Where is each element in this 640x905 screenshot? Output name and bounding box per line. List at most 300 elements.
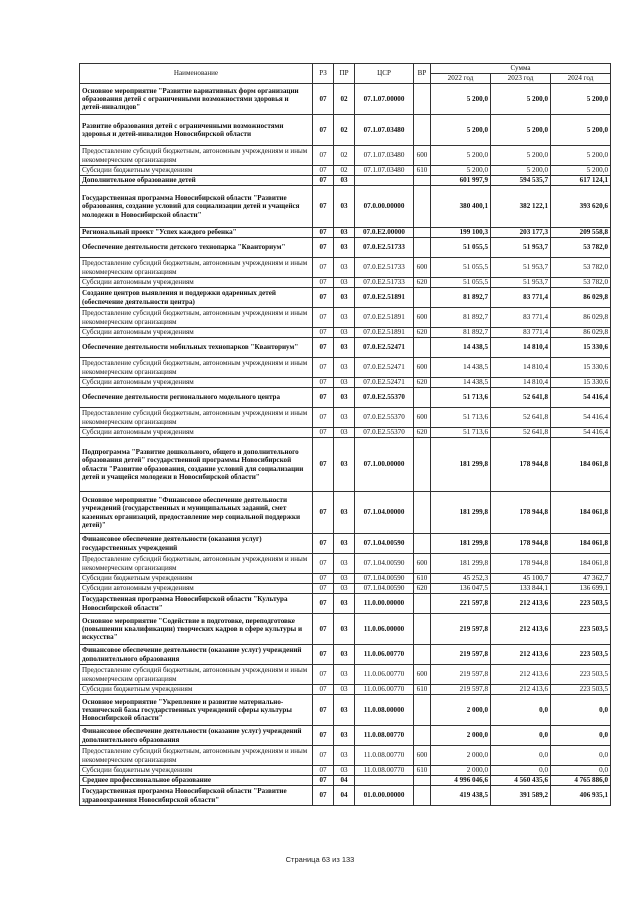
cell-rz: 07 bbox=[313, 408, 334, 428]
cell-name: Предоставление субсидий бюджетным, автономным учреждениям и иным некоммерческим организациям bbox=[80, 146, 313, 166]
cell-2023: 83 771,4 bbox=[491, 328, 551, 338]
cell-2024: 617 124,1 bbox=[551, 176, 611, 186]
cell-2022: 2 000,0 bbox=[431, 746, 491, 766]
cell-pr: 03 bbox=[334, 685, 355, 695]
cell-pr: 03 bbox=[334, 645, 355, 665]
cell-rz: 07 bbox=[313, 358, 334, 378]
table-row bbox=[80, 358, 611, 378]
cell-2023: 83 771,4 bbox=[491, 308, 551, 328]
cell-csr: 07.0.E2.52471 bbox=[355, 358, 414, 378]
cell-2024: 0,0 bbox=[551, 766, 611, 776]
cell-csr bbox=[355, 776, 414, 786]
table-row bbox=[80, 228, 611, 238]
cell-rz: 07 bbox=[313, 288, 334, 308]
cell-2022: 81 892,7 bbox=[431, 308, 491, 328]
table-row bbox=[80, 534, 611, 554]
cell-2022: 219 597,8 bbox=[431, 645, 491, 665]
cell-csr: 11.0.08.00770 bbox=[355, 746, 414, 766]
cell-name: Государственная программа Новосибирской области "Культура Новосибирской области" bbox=[80, 594, 313, 614]
table-row bbox=[80, 428, 611, 438]
cell-pr: 04 bbox=[334, 776, 355, 786]
cell-csr: 11.0.00.00000 bbox=[355, 594, 414, 614]
cell-rz: 07 bbox=[313, 695, 334, 726]
cell-2024: 15 330,6 bbox=[551, 378, 611, 388]
table-body bbox=[80, 84, 611, 806]
cell-rz: 07 bbox=[313, 574, 334, 584]
cell-csr: 11.0.08.00770 bbox=[355, 726, 414, 746]
cell-2023: 5 200,0 bbox=[491, 166, 551, 176]
cell-vr bbox=[414, 695, 431, 726]
table-row bbox=[80, 146, 611, 166]
cell-name: Субсидии бюджетным учреждениям bbox=[80, 685, 313, 695]
cell-rz: 07 bbox=[313, 594, 334, 614]
table-row bbox=[80, 186, 611, 228]
cell-rz: 07 bbox=[313, 378, 334, 388]
cell-pr: 03 bbox=[334, 594, 355, 614]
cell-2022: 51 055,5 bbox=[431, 258, 491, 278]
cell-csr: 07.1.07.00000 bbox=[355, 84, 414, 115]
table-row bbox=[80, 726, 611, 746]
cell-2023: 0,0 bbox=[491, 726, 551, 746]
cell-pr: 03 bbox=[334, 328, 355, 338]
cell-2022: 51 713,6 bbox=[431, 408, 491, 428]
cell-2024: 54 416,4 bbox=[551, 428, 611, 438]
cell-name: Субсидии бюджетным учреждениям bbox=[80, 166, 313, 176]
cell-2023: 5 200,0 bbox=[491, 115, 551, 146]
cell-vr: 600 bbox=[414, 746, 431, 766]
table-row bbox=[80, 166, 611, 176]
cell-rz: 07 bbox=[313, 428, 334, 438]
cell-name: Развитие образования детей с ограниченными возможностями здоровья и детей-инвалидов Новосибирской области bbox=[80, 115, 313, 146]
cell-2022: 4 996 046,6 bbox=[431, 776, 491, 786]
cell-vr: 600 bbox=[414, 358, 431, 378]
cell-name: Основное мероприятие "Финансовое обеспечение деятельности учреждений (государственных и муниципальных заданий, смет казенных организаций, предоставление мер социальной поддержки детей)" bbox=[80, 492, 313, 534]
cell-csr: 07.1.04.00590 bbox=[355, 584, 414, 594]
cell-pr: 02 bbox=[334, 146, 355, 166]
cell-2024: 0,0 bbox=[551, 695, 611, 726]
cell-vr: 610 bbox=[414, 166, 431, 176]
cell-name: Предоставление субсидий бюджетным, автономным учреждениям и иным некоммерческим организациям bbox=[80, 408, 313, 428]
cell-2023: 0,0 bbox=[491, 746, 551, 766]
cell-2024: 184 061,8 bbox=[551, 554, 611, 574]
cell-2022: 219 597,8 bbox=[431, 614, 491, 645]
cell-vr bbox=[414, 645, 431, 665]
header-year-2024: 2024 год bbox=[551, 74, 611, 84]
cell-2023: 51 953,7 bbox=[491, 238, 551, 258]
cell-2024: 5 200,0 bbox=[551, 146, 611, 166]
cell-pr: 03 bbox=[334, 665, 355, 685]
cell-2024: 184 061,8 bbox=[551, 534, 611, 554]
cell-rz: 07 bbox=[313, 776, 334, 786]
cell-vr: 600 bbox=[414, 665, 431, 685]
cell-rz: 07 bbox=[313, 228, 334, 238]
cell-2024: 47 362,7 bbox=[551, 574, 611, 584]
cell-csr: 07.0.E2.00000 bbox=[355, 228, 414, 238]
cell-2022: 5 200,0 bbox=[431, 166, 491, 176]
cell-name: Субсидии бюджетным учреждениям bbox=[80, 766, 313, 776]
cell-rz: 07 bbox=[313, 766, 334, 776]
cell-pr: 03 bbox=[334, 238, 355, 258]
budget-table bbox=[79, 63, 611, 806]
cell-name: Основное мероприятие "Укрепление и развитие материально-технической базы государственных учреждений сферы культуры Новосибирской области" bbox=[80, 695, 313, 726]
header-csr: ЦСР bbox=[355, 64, 414, 84]
cell-name: Обеспечение деятельности мобильных технопарков "Кванториум" bbox=[80, 338, 313, 358]
cell-pr: 03 bbox=[334, 726, 355, 746]
cell-vr: 610 bbox=[414, 685, 431, 695]
cell-csr: 07.1.07.03480 bbox=[355, 115, 414, 146]
cell-csr: 07.0.E2.55370 bbox=[355, 388, 414, 408]
cell-vr bbox=[414, 115, 431, 146]
cell-name: Предоставление субсидий бюджетным, автономным учреждениям и иным некоммерческим организациям bbox=[80, 258, 313, 278]
table-row bbox=[80, 438, 611, 492]
cell-2022: 51 713,6 bbox=[431, 388, 491, 408]
cell-2023: 133 844,1 bbox=[491, 584, 551, 594]
cell-2022: 5 200,0 bbox=[431, 115, 491, 146]
cell-2022: 51 055,5 bbox=[431, 238, 491, 258]
cell-2023: 212 413,6 bbox=[491, 685, 551, 695]
cell-vr bbox=[414, 594, 431, 614]
cell-csr: 07.1.04.00590 bbox=[355, 554, 414, 574]
cell-rz: 07 bbox=[313, 665, 334, 685]
cell-pr: 03 bbox=[334, 554, 355, 574]
cell-2023: 178 944,8 bbox=[491, 492, 551, 534]
table-row bbox=[80, 584, 611, 594]
cell-rz: 07 bbox=[313, 534, 334, 554]
cell-pr: 03 bbox=[334, 614, 355, 645]
table-row bbox=[80, 84, 611, 115]
cell-rz: 07 bbox=[313, 685, 334, 695]
cell-vr bbox=[414, 176, 431, 186]
cell-name: Обеспечение деятельности детского технопарка "Кванториум" bbox=[80, 238, 313, 258]
cell-pr: 03 bbox=[334, 695, 355, 726]
cell-csr: 07.0.E2.55370 bbox=[355, 408, 414, 428]
cell-name: Предоставление субсидий бюджетным, автономным учреждениям и иным некоммерческим организациям bbox=[80, 358, 313, 378]
cell-2024: 5 200,0 bbox=[551, 115, 611, 146]
cell-pr: 03 bbox=[334, 492, 355, 534]
cell-2023: 5 200,0 bbox=[491, 84, 551, 115]
cell-pr: 04 bbox=[334, 786, 355, 806]
cell-name: Основное мероприятие "Развитие вариативных форм организации образования детей с ограниченными возможностями здоровья и детей-инвалидов" bbox=[80, 84, 313, 115]
cell-2024: 86 029,8 bbox=[551, 328, 611, 338]
cell-pr: 03 bbox=[334, 408, 355, 428]
cell-2022: 221 597,8 bbox=[431, 594, 491, 614]
cell-2024: 15 330,6 bbox=[551, 358, 611, 378]
table-row bbox=[80, 378, 611, 388]
cell-2022: 380 400,1 bbox=[431, 186, 491, 228]
cell-2022: 14 438,5 bbox=[431, 338, 491, 358]
cell-2024: 393 620,6 bbox=[551, 186, 611, 228]
table-row bbox=[80, 574, 611, 584]
table-row bbox=[80, 328, 611, 338]
cell-csr: 07.0.E2.55370 bbox=[355, 428, 414, 438]
cell-rz: 07 bbox=[313, 186, 334, 228]
table-row bbox=[80, 258, 611, 278]
cell-2023: 212 413,6 bbox=[491, 614, 551, 645]
cell-name: Субсидии автономным учреждениям bbox=[80, 378, 313, 388]
cell-name: Финансовое обеспечение деятельности (оказание услуг) учреждений дополнительного образования bbox=[80, 645, 313, 665]
cell-name: Подпрограмма "Развитие дошкольного, общего и дополнительного образования детей" государственной программы Новосибирской области "Развитие образования, создание условий для социализации детей и учащейся молодежи в Новосибирской области" bbox=[80, 438, 313, 492]
cell-2023: 14 810,4 bbox=[491, 338, 551, 358]
cell-2024: 223 503,5 bbox=[551, 685, 611, 695]
table-row bbox=[80, 665, 611, 685]
cell-pr: 03 bbox=[334, 308, 355, 328]
cell-name: Субсидии бюджетным учреждениям bbox=[80, 574, 313, 584]
cell-csr: 07.1.07.03480 bbox=[355, 166, 414, 176]
cell-2022: 5 200,0 bbox=[431, 84, 491, 115]
cell-name: Обеспечение деятельности регионального модельного центра bbox=[80, 388, 313, 408]
cell-vr bbox=[414, 228, 431, 238]
cell-pr: 03 bbox=[334, 534, 355, 554]
cell-name: Создание центров выявления и поддержки одаренных детей (обеспечение деятельности центра) bbox=[80, 288, 313, 308]
cell-name: Субсидии автономным учреждениям bbox=[80, 584, 313, 594]
cell-2022: 81 892,7 bbox=[431, 288, 491, 308]
cell-2022: 199 100,3 bbox=[431, 228, 491, 238]
cell-rz: 07 bbox=[313, 308, 334, 328]
cell-csr: 11.0.08.00770 bbox=[355, 766, 414, 776]
cell-name: Субсидии автономным учреждениям bbox=[80, 278, 313, 288]
cell-pr: 03 bbox=[334, 746, 355, 766]
cell-2022: 14 438,5 bbox=[431, 358, 491, 378]
cell-csr: 07.0.E2.52471 bbox=[355, 378, 414, 388]
cell-2024: 209 558,8 bbox=[551, 228, 611, 238]
cell-vr: 620 bbox=[414, 328, 431, 338]
cell-2023: 203 177,3 bbox=[491, 228, 551, 238]
cell-name: Государственная программа Новосибирской области "Развитие образования, создание условий для социализации детей и учащейся молодежи в Новосибирской области" bbox=[80, 186, 313, 228]
cell-pr: 03 bbox=[334, 288, 355, 308]
cell-vr bbox=[414, 492, 431, 534]
cell-2023: 4 560 435,6 bbox=[491, 776, 551, 786]
cell-pr: 03 bbox=[334, 176, 355, 186]
cell-2024: 0,0 bbox=[551, 746, 611, 766]
cell-name: Предоставление субсидий бюджетным, автономным учреждениям и иным некоммерческим организациям bbox=[80, 554, 313, 574]
budget-table-page bbox=[79, 63, 610, 806]
header-year-2023: 2023 год bbox=[491, 74, 551, 84]
cell-vr: 600 bbox=[414, 408, 431, 428]
cell-csr: 07.0.00.00000 bbox=[355, 186, 414, 228]
cell-2022: 219 597,8 bbox=[431, 685, 491, 695]
cell-2024: 0,0 bbox=[551, 726, 611, 746]
cell-2022: 81 892,7 bbox=[431, 328, 491, 338]
cell-rz: 07 bbox=[313, 338, 334, 358]
cell-pr: 03 bbox=[334, 766, 355, 776]
table-row bbox=[80, 645, 611, 665]
cell-2022: 601 997,9 bbox=[431, 176, 491, 186]
cell-csr: 11.0.06.00000 bbox=[355, 614, 414, 645]
cell-2024: 53 782,0 bbox=[551, 258, 611, 278]
cell-2022: 45 252,3 bbox=[431, 574, 491, 584]
cell-2022: 51 713,6 bbox=[431, 428, 491, 438]
cell-rz: 07 bbox=[313, 176, 334, 186]
header-rz: РЗ bbox=[313, 64, 334, 84]
cell-2024: 223 503,5 bbox=[551, 594, 611, 614]
cell-pr: 02 bbox=[334, 84, 355, 115]
cell-2022: 5 200,0 bbox=[431, 146, 491, 166]
cell-2022: 181 299,8 bbox=[431, 492, 491, 534]
table-row bbox=[80, 278, 611, 288]
table-row bbox=[80, 695, 611, 726]
cell-pr: 03 bbox=[334, 186, 355, 228]
page-number: Страница 63 из 133 bbox=[285, 855, 355, 864]
cell-vr: 620 bbox=[414, 428, 431, 438]
cell-2023: 14 810,4 bbox=[491, 358, 551, 378]
cell-name: Региональный проект "Успех каждого ребенка" bbox=[80, 228, 313, 238]
cell-2023: 52 641,8 bbox=[491, 408, 551, 428]
cell-csr: 07.0.E2.51733 bbox=[355, 258, 414, 278]
cell-rz: 07 bbox=[313, 166, 334, 176]
cell-2023: 83 771,4 bbox=[491, 288, 551, 308]
cell-vr bbox=[414, 726, 431, 746]
header-row bbox=[80, 64, 611, 74]
cell-vr bbox=[414, 786, 431, 806]
table-row bbox=[80, 308, 611, 328]
cell-2022: 51 055,5 bbox=[431, 278, 491, 288]
cell-pr: 03 bbox=[334, 278, 355, 288]
header-name: Наименование bbox=[80, 64, 313, 84]
table-row bbox=[80, 115, 611, 146]
cell-rz: 07 bbox=[313, 614, 334, 645]
cell-vr bbox=[414, 84, 431, 115]
cell-2023: 178 944,8 bbox=[491, 534, 551, 554]
cell-name: Среднее профессиональное образование bbox=[80, 776, 313, 786]
table-row bbox=[80, 554, 611, 574]
cell-pr: 03 bbox=[334, 258, 355, 278]
cell-name: Субсидии автономным учреждениям bbox=[80, 328, 313, 338]
cell-2024: 54 416,4 bbox=[551, 388, 611, 408]
cell-2023: 51 953,7 bbox=[491, 278, 551, 288]
cell-rz: 07 bbox=[313, 328, 334, 338]
cell-2024: 184 061,8 bbox=[551, 438, 611, 492]
cell-name: Государственная программа Новосибирской области "Развитие здравоохранения Новосибирской области" bbox=[80, 786, 313, 806]
table-row bbox=[80, 776, 611, 786]
cell-name: Предоставление субсидий бюджетным, автономным учреждениям и иным некоммерческим организациям bbox=[80, 308, 313, 328]
cell-name: Предоставление субсидий бюджетным, автономным учреждениям и иным некоммерческим организациям bbox=[80, 665, 313, 685]
cell-csr: 07.1.04.00590 bbox=[355, 574, 414, 584]
cell-2024: 15 330,6 bbox=[551, 338, 611, 358]
cell-rz: 07 bbox=[313, 278, 334, 288]
cell-2023: 212 413,6 bbox=[491, 665, 551, 685]
cell-vr bbox=[414, 388, 431, 408]
cell-2023: 178 944,8 bbox=[491, 438, 551, 492]
cell-csr: 07.1.04.00590 bbox=[355, 534, 414, 554]
cell-2023: 178 944,8 bbox=[491, 554, 551, 574]
table-row bbox=[80, 685, 611, 695]
cell-rz: 07 bbox=[313, 726, 334, 746]
cell-rz: 07 bbox=[313, 238, 334, 258]
cell-rz: 07 bbox=[313, 492, 334, 534]
cell-rz: 07 bbox=[313, 645, 334, 665]
cell-2023: 0,0 bbox=[491, 766, 551, 776]
cell-csr: 11.0.06.00770 bbox=[355, 685, 414, 695]
cell-csr bbox=[355, 176, 414, 186]
cell-csr: 07.0.E2.51733 bbox=[355, 238, 414, 258]
table-row bbox=[80, 614, 611, 645]
table-row bbox=[80, 746, 611, 766]
cell-2024: 184 061,8 bbox=[551, 492, 611, 534]
cell-rz: 07 bbox=[313, 388, 334, 408]
cell-name: Дополнительное образование детей bbox=[80, 176, 313, 186]
cell-pr: 03 bbox=[334, 228, 355, 238]
cell-2022: 181 299,8 bbox=[431, 554, 491, 574]
cell-rz: 07 bbox=[313, 746, 334, 766]
header-sum: Сумма bbox=[431, 64, 611, 74]
cell-pr: 03 bbox=[334, 338, 355, 358]
cell-csr: 11.0.06.00770 bbox=[355, 645, 414, 665]
cell-rz: 07 bbox=[313, 258, 334, 278]
cell-vr: 610 bbox=[414, 766, 431, 776]
cell-vr: 620 bbox=[414, 584, 431, 594]
cell-pr: 03 bbox=[334, 378, 355, 388]
cell-csr: 07.0.E2.52471 bbox=[355, 338, 414, 358]
cell-2024: 223 503,5 bbox=[551, 614, 611, 645]
cell-2023: 212 413,6 bbox=[491, 645, 551, 665]
table-row bbox=[80, 388, 611, 408]
cell-name: Предоставление субсидий бюджетным, автономным учреждениям и иным некоммерческим организациям bbox=[80, 746, 313, 766]
cell-2024: 86 029,8 bbox=[551, 288, 611, 308]
cell-pr: 03 bbox=[334, 584, 355, 594]
cell-rz: 07 bbox=[313, 584, 334, 594]
cell-2022: 181 299,8 bbox=[431, 438, 491, 492]
header-pr: ПР bbox=[334, 64, 355, 84]
cell-2024: 223 503,5 bbox=[551, 645, 611, 665]
cell-rz: 07 bbox=[313, 786, 334, 806]
cell-2024: 136 699,1 bbox=[551, 584, 611, 594]
cell-name: Финансовое обеспечение деятельности (оказания услуг) государственных учреждений bbox=[80, 534, 313, 554]
cell-rz: 07 bbox=[313, 115, 334, 146]
cell-2023: 594 535,7 bbox=[491, 176, 551, 186]
cell-rz: 07 bbox=[313, 438, 334, 492]
cell-2024: 5 200,0 bbox=[551, 166, 611, 176]
cell-2023: 382 122,1 bbox=[491, 186, 551, 228]
cell-2023: 5 200,0 bbox=[491, 146, 551, 166]
cell-2023: 391 589,2 bbox=[491, 786, 551, 806]
cell-pr: 03 bbox=[334, 438, 355, 492]
cell-2024: 406 935,1 bbox=[551, 786, 611, 806]
cell-2022: 2 000,0 bbox=[431, 766, 491, 776]
cell-vr: 600 bbox=[414, 308, 431, 328]
cell-vr: 620 bbox=[414, 378, 431, 388]
cell-2023: 52 641,8 bbox=[491, 388, 551, 408]
cell-vr: 600 bbox=[414, 146, 431, 166]
cell-csr: 07.1.07.03480 bbox=[355, 146, 414, 166]
cell-2024: 53 782,0 bbox=[551, 238, 611, 258]
cell-2023: 212 413,6 bbox=[491, 594, 551, 614]
cell-2023: 51 953,7 bbox=[491, 258, 551, 278]
table-row bbox=[80, 176, 611, 186]
cell-rz: 07 bbox=[313, 84, 334, 115]
cell-pr: 03 bbox=[334, 574, 355, 584]
cell-2023: 0,0 bbox=[491, 695, 551, 726]
cell-vr: 600 bbox=[414, 554, 431, 574]
cell-2023: 52 641,8 bbox=[491, 428, 551, 438]
cell-name: Основное мероприятие "Содействие в подготовке, переподготовке (повышении квалификации) творческих кадров в сфере культуры и искусства" bbox=[80, 614, 313, 645]
cell-csr: 07.0.E2.51891 bbox=[355, 308, 414, 328]
cell-csr: 07.0.E2.51733 bbox=[355, 278, 414, 288]
cell-name: Субсидии автономным учреждениям bbox=[80, 428, 313, 438]
cell-vr bbox=[414, 288, 431, 308]
cell-vr bbox=[414, 238, 431, 258]
cell-rz: 07 bbox=[313, 146, 334, 166]
cell-2022: 219 597,8 bbox=[431, 665, 491, 685]
cell-csr: 07.1.00.00000 bbox=[355, 438, 414, 492]
cell-vr bbox=[414, 438, 431, 492]
cell-pr: 02 bbox=[334, 115, 355, 146]
cell-2023: 14 810,4 bbox=[491, 378, 551, 388]
cell-2024: 86 029,8 bbox=[551, 308, 611, 328]
cell-vr bbox=[414, 776, 431, 786]
table-row bbox=[80, 238, 611, 258]
cell-2024: 53 782,0 bbox=[551, 278, 611, 288]
header-year-2022: 2022 год bbox=[431, 74, 491, 84]
